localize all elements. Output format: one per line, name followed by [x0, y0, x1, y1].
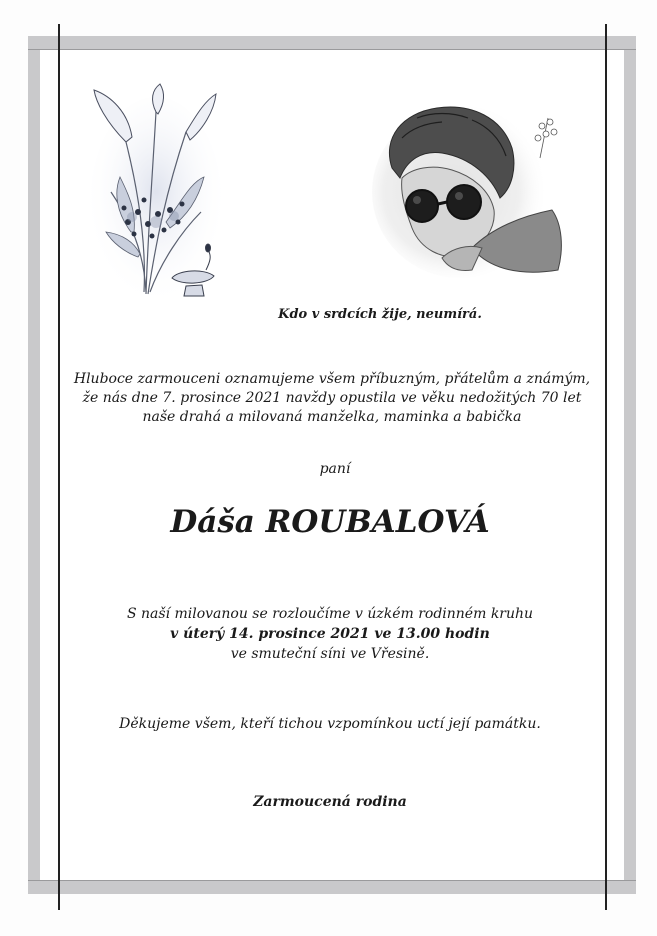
intro-line-2: že nás dne 7. prosince 2021 navždy opustila ve věku nedožitých 70 let	[82, 390, 582, 406]
intro-line-3: naše drahá a milovaná manželka, maminka a babička	[142, 409, 522, 425]
signature-text: Zarmoucená rodina	[253, 794, 407, 810]
frame-bottom-band	[28, 880, 636, 894]
frame-top-band	[28, 36, 636, 49]
intro-line-1: Hluboce zarmouceni oznamujeme všem příbuzným, přátelům a známým,	[73, 371, 591, 387]
frame-left-band	[28, 36, 40, 894]
thanks-text: Děkujeme všem, kteří tichou vzpomínkou uctí její památku.	[119, 716, 541, 732]
flower-bouquet-image	[86, 82, 224, 310]
title-word: paní	[319, 461, 351, 477]
frame-right-line	[605, 24, 607, 910]
deceased-name: Dáša ROUBALOVÁ	[170, 504, 490, 540]
portrait-sketch-image	[372, 98, 570, 280]
farewell-line-1: S naší milovanou se rozloučíme v úzkém rodinném kruhu	[126, 606, 534, 622]
frame-right-band	[624, 36, 636, 894]
farewell-date-line: v úterý 14. prosince 2021 ve 13.00 hodin	[170, 626, 490, 642]
frame-top-line	[28, 49, 636, 50]
farewell-location-line: ve smuteční síni ve Vřesině.	[230, 646, 430, 662]
motto-text: Kdo v srdcích žije, neumírá.	[278, 307, 482, 322]
frame-bottom-line	[28, 880, 636, 881]
frame-left-line	[58, 24, 60, 910]
